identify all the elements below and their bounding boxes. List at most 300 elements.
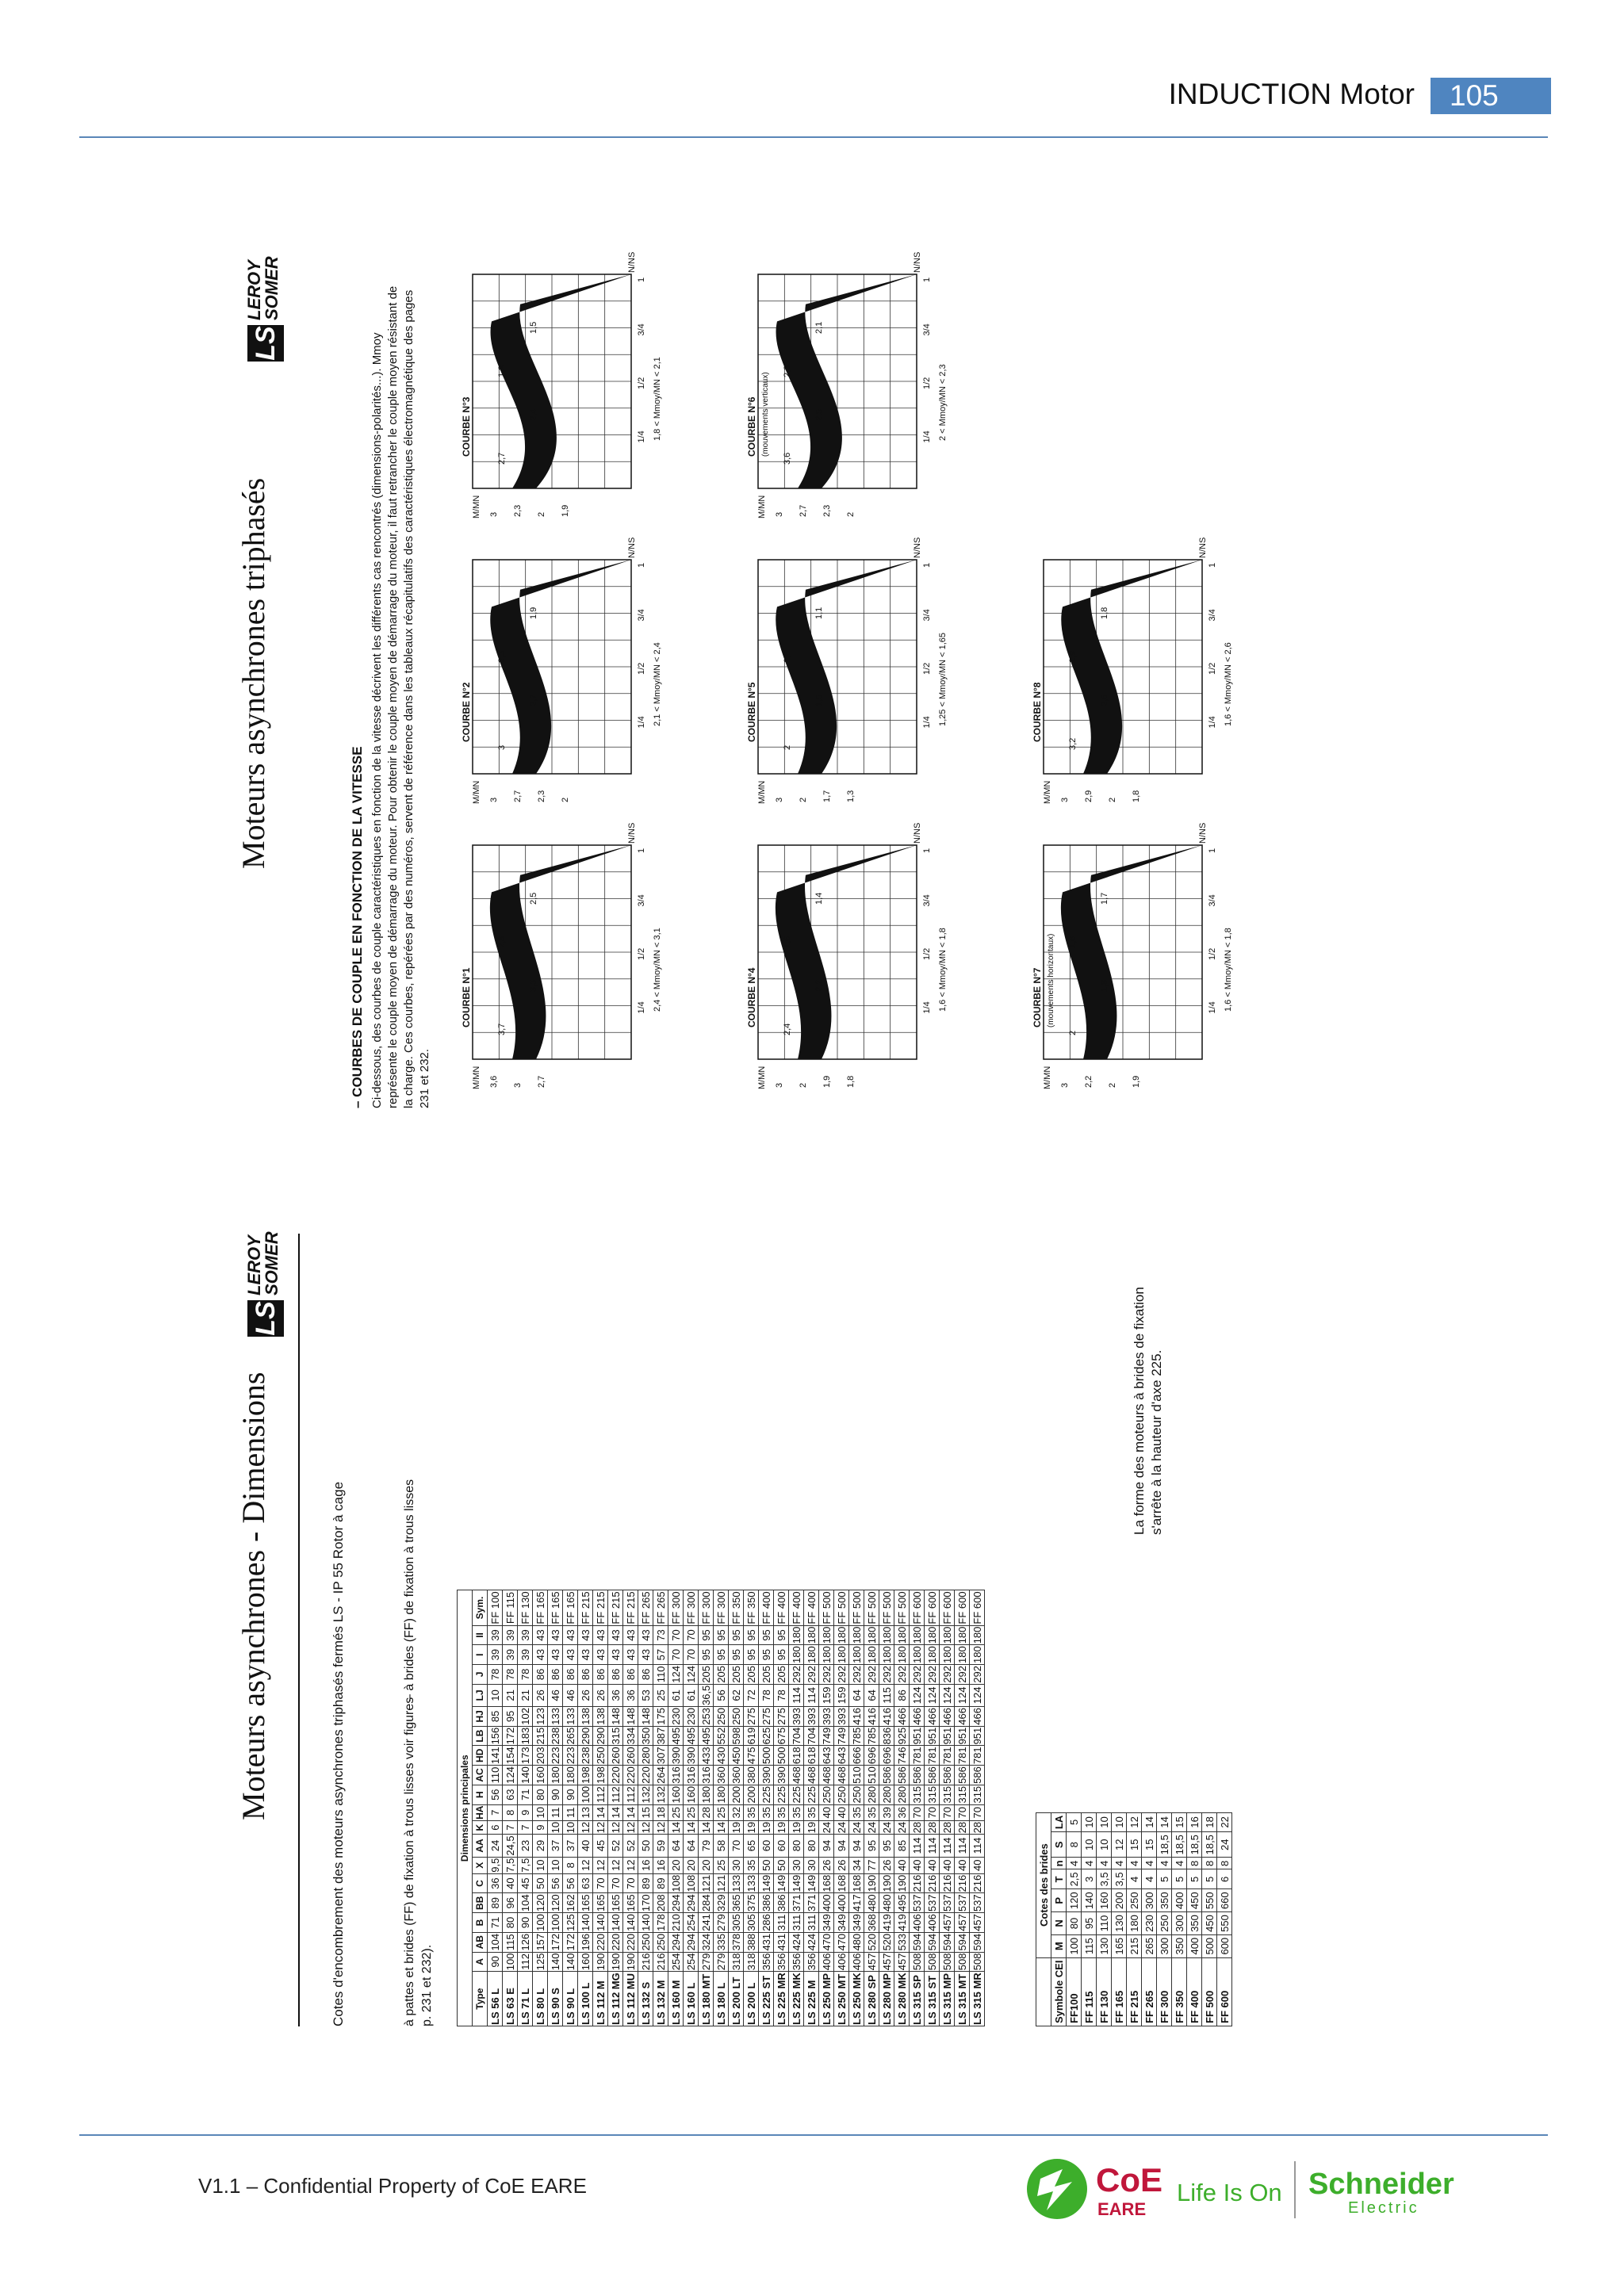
table-cell: 162: [564, 1894, 576, 1912]
table-cell: 205: [699, 1666, 712, 1683]
table-cell: LS 112 M: [593, 1972, 608, 2026]
table-cell: 112: [609, 1786, 622, 1804]
table-cell: 85: [488, 1707, 503, 1727]
table-cell: 356: [805, 1953, 818, 1971]
y-tick-label: 1,9: [561, 504, 570, 517]
table-cell: 149: [760, 1874, 772, 1892]
column-header: Type: [473, 1972, 488, 2026]
table-cell: 20: [668, 1857, 684, 1873]
table-cell: 40: [910, 1857, 925, 1873]
table-cell: 112: [594, 1786, 607, 1804]
table-cell: 12: [593, 1857, 608, 1873]
x-axis-label: N/NS: [913, 537, 922, 558]
table-cell: 495: [684, 1727, 697, 1745]
table-row: [864, 1590, 879, 2026]
life-is-on-text: Life Is On: [1177, 2179, 1282, 2206]
curve-value-label: 1,9: [529, 607, 538, 619]
table-cell: 253: [699, 1708, 712, 1725]
table-cell: 45: [593, 1835, 608, 1857]
table-cell: FF 500: [880, 1591, 893, 1624]
flange-header-row: [1051, 1812, 1067, 2026]
table-cell: 12: [654, 1821, 667, 1834]
leroy-somer-logo-2: [243, 258, 301, 362]
table-cell: 586: [925, 1766, 938, 1784]
table-cell: LS 71 L: [518, 1972, 533, 2026]
table-cell: 173: [519, 1747, 531, 1765]
table-cell: 141: [488, 1747, 501, 1765]
table-cell: 12: [578, 1857, 593, 1873]
table-cell: 586: [880, 1766, 893, 1784]
table-cell: 40: [819, 1804, 834, 1820]
table-row: [849, 1590, 864, 2026]
table-cell: 43: [563, 1625, 578, 1645]
table-cell: 43: [608, 1625, 623, 1645]
table-cell: 39: [518, 1625, 533, 1645]
table-cell: 160: [684, 1785, 697, 1804]
table-cell: 160: [534, 1766, 546, 1784]
y-tick-label: 1,9: [1132, 1075, 1141, 1088]
table-cell: 86: [533, 1665, 548, 1685]
table-cell: 95: [759, 1625, 774, 1645]
table-cell: 254: [684, 1953, 697, 1971]
table-cell: 356: [760, 1953, 772, 1971]
table-cell: 95: [503, 1707, 518, 1727]
y-axis-label: M/MN: [472, 495, 481, 519]
table-cell: 183: [519, 1727, 531, 1745]
table-cell: LS 280 MP: [879, 1972, 894, 2026]
curve-value-label: 2,35: [783, 360, 792, 377]
table-cell: 86: [894, 1684, 910, 1706]
table-cell: 180: [971, 1626, 983, 1644]
table-cell: 20: [684, 1857, 699, 1873]
table-cell: 15: [1127, 1832, 1142, 1858]
table-cell: 292: [790, 1666, 802, 1683]
table-cell: 35: [759, 1804, 774, 1820]
table-cell: 594: [910, 1933, 923, 1951]
table-cell: 457: [880, 1953, 893, 1971]
table-cell: 73: [653, 1625, 668, 1645]
table-cell: 165: [609, 1894, 622, 1912]
table-cell: 43: [563, 1645, 578, 1665]
table-cell: 133: [564, 1708, 576, 1725]
table-cell: 216: [925, 1874, 938, 1892]
schneider-logo-text: Schneider: [1308, 2168, 1454, 2201]
table-cell: 24: [488, 1835, 503, 1857]
table-cell: 220: [624, 1933, 637, 1951]
table-cell: 40: [894, 1857, 910, 1873]
table-cell: 21: [518, 1684, 533, 1706]
table-cell: 781: [971, 1747, 983, 1765]
table-row: [970, 1590, 985, 2026]
flange-table: [1036, 1812, 1232, 2026]
table-row: [684, 1590, 699, 2026]
table-cell: 746: [895, 1747, 908, 1765]
table-cell: 180: [865, 1626, 878, 1644]
table-cell: LS 315 SP: [910, 1972, 925, 2026]
table-cell: 466: [971, 1708, 983, 1725]
table-cell: LS 250 MP: [819, 1972, 834, 2026]
table-cell: 586: [956, 1766, 968, 1784]
column-header: J: [473, 1665, 488, 1685]
table-cell: 190: [865, 1874, 878, 1892]
table-cell: 225: [760, 1785, 772, 1804]
curve-value-label: 3: [497, 744, 507, 750]
table-cell: 124: [925, 1684, 940, 1706]
y-tick-label: 1,3: [846, 790, 856, 802]
table-cell: 95: [714, 1625, 729, 1645]
logo-divider: [1294, 2161, 1296, 2218]
table-cell: 390: [760, 1766, 772, 1784]
table-cell: 165: [1112, 1934, 1127, 1957]
table-cell: 70: [684, 1625, 699, 1645]
table-cell: 315: [940, 1785, 953, 1804]
table-cell: 36: [623, 1684, 638, 1706]
table-cell: 19: [760, 1821, 772, 1834]
curve-subtitle: (mouvements verticaux): [761, 372, 770, 457]
table-cell: 43: [638, 1645, 653, 1665]
table-cell: 466: [925, 1708, 938, 1725]
table-cell: 180: [835, 1626, 848, 1644]
table-cell: 80: [533, 1785, 548, 1804]
table-cell: 4: [1172, 1858, 1187, 1869]
table-cell: 350: [1172, 1934, 1187, 1957]
table-cell: 324: [699, 1933, 712, 1951]
table-cell: 190: [895, 1874, 908, 1892]
x-tick-label: 1/2: [922, 662, 932, 675]
table-cell: 205: [714, 1666, 727, 1683]
table-cell: 537: [940, 1894, 953, 1912]
left-title-rule: [298, 1234, 300, 2026]
x-tick-label: 1/4: [922, 1001, 932, 1014]
curve-value-label: 2,5: [529, 892, 538, 905]
table-cell: 254: [669, 1953, 682, 1971]
table-cell: 419: [895, 1914, 908, 1931]
table-cell: 12: [609, 1821, 622, 1834]
x-tick-label: 3/4: [637, 323, 646, 336]
table-cell: 468: [790, 1766, 802, 1784]
table-cell: 216: [940, 1874, 953, 1892]
table-cell: 4: [1142, 1869, 1157, 1889]
table-cell: 53: [638, 1684, 653, 1706]
table-cell: 7: [488, 1804, 503, 1820]
table-cell: 115: [504, 1934, 516, 1951]
table-cell: 70: [955, 1804, 970, 1820]
table-cell: 43: [593, 1625, 608, 1645]
table-cell: 205: [760, 1666, 772, 1683]
table-cell: 78: [518, 1665, 533, 1685]
table-cell: 168: [835, 1874, 848, 1892]
table-cell: 24: [1217, 1832, 1232, 1858]
table-cell: 95: [729, 1625, 744, 1645]
x-tick-label: 3/4: [922, 609, 932, 622]
table-cell: 59: [653, 1835, 668, 1857]
table-cell: 86: [578, 1665, 593, 1685]
curve-value-label: 2,4: [529, 408, 538, 421]
table-cell: 22: [1217, 1812, 1232, 1831]
table-cell: 180: [925, 1646, 938, 1663]
schneider-logo-sub: Electric: [1348, 2199, 1419, 2217]
table-cell: 149: [790, 1874, 802, 1892]
table-cell: 12: [579, 1821, 592, 1834]
table-cell: LS 200 LT: [729, 1972, 744, 2026]
table-cell: FF 350: [1172, 1957, 1187, 2026]
table-row: [759, 1590, 774, 2026]
table-cell: 56: [714, 1684, 729, 1706]
table-cell: 406: [850, 1953, 863, 1971]
table-cell: 431: [775, 1933, 787, 1951]
table-cell: 13: [578, 1804, 593, 1820]
y-tick-label: 3: [489, 511, 499, 517]
curve-value-label: 2,5: [814, 408, 824, 421]
table-cell: 16: [1187, 1812, 1202, 1831]
table-cell: 836: [880, 1727, 893, 1745]
table-cell: LS 315 MP: [940, 1972, 955, 2026]
table-cell: 25: [714, 1804, 729, 1820]
table-cell: 124: [910, 1684, 925, 1706]
x-tick-label: 3/4: [922, 894, 932, 907]
table-cell: 39: [518, 1645, 533, 1665]
table-cell: 180: [805, 1646, 818, 1663]
table-cell: 20: [699, 1857, 714, 1873]
table-cell: 165: [579, 1894, 592, 1912]
table-cell: 89: [488, 1893, 503, 1913]
table-cell: 781: [956, 1747, 968, 1765]
curve-value-label: 3,3: [529, 979, 538, 992]
table-cell: 390: [775, 1766, 787, 1784]
table-cell: 349: [850, 1914, 863, 1931]
column-header: B: [473, 1913, 488, 1933]
table-cell: FF 400: [790, 1591, 802, 1624]
table-cell: 552: [714, 1727, 727, 1745]
table-cell: 114: [789, 1684, 804, 1706]
table-cell: 148: [609, 1708, 622, 1725]
table-cell: 216: [956, 1874, 968, 1892]
table-cell: FF 500: [895, 1591, 908, 1624]
table-cell: 149: [805, 1874, 818, 1892]
table-cell: 46: [548, 1684, 563, 1706]
table-cell: 431: [760, 1933, 772, 1951]
table-cell: 393: [820, 1708, 833, 1725]
curve-title: COURBE N°3: [461, 396, 472, 457]
table-cell: 18,5: [1187, 1832, 1202, 1858]
table-row: [714, 1590, 729, 2026]
table-cell: 260: [624, 1747, 637, 1765]
table-cell: 264: [654, 1766, 667, 1784]
table-cell: 951: [925, 1727, 938, 1745]
table-cell: 26: [533, 1684, 548, 1706]
table-cell: 32: [729, 1804, 744, 1820]
table-cell: 25: [668, 1804, 684, 1820]
table-cell: 457: [940, 1914, 953, 1931]
table-cell: 160: [669, 1785, 682, 1804]
table-cell: 24: [895, 1821, 908, 1834]
table-cell: 360: [730, 1766, 742, 1784]
table-cell: 508: [956, 1953, 968, 1971]
table-cell: 165: [594, 1894, 607, 1912]
table-cell: 90: [488, 1952, 503, 1972]
curve-condition: 1,8 < Mmoy/MN < 2,1: [653, 357, 662, 441]
table-row: [623, 1590, 638, 2026]
table-row: [1127, 1812, 1142, 2026]
curve-value-label: 2,7: [529, 694, 538, 706]
table-cell: 24: [850, 1821, 863, 1834]
table-cell: 586: [940, 1766, 953, 1784]
table-cell: 8: [563, 1857, 578, 1873]
table-cell: 94: [834, 1835, 849, 1857]
table-cell: 8: [1202, 1858, 1217, 1869]
column-header: LA: [1051, 1812, 1067, 1831]
table-cell: 11: [548, 1804, 563, 1820]
table-cell: LS 200 L: [744, 1972, 759, 2026]
column-header: AC: [473, 1766, 488, 1785]
table-cell: 198: [594, 1766, 607, 1784]
table-cell: 80: [789, 1835, 804, 1857]
table-cell: 254: [684, 1914, 697, 1931]
table-cell: 90: [563, 1785, 578, 1804]
table-cell: 6: [1217, 1869, 1232, 1889]
table-cell: 250: [639, 1933, 652, 1951]
column-header: C: [473, 1873, 488, 1893]
table-cell: 380: [745, 1766, 757, 1784]
table-cell: FF 215: [609, 1591, 622, 1624]
table-cell: 180: [956, 1646, 968, 1663]
table-cell: 520: [880, 1933, 893, 1951]
table-cell: 508: [971, 1953, 983, 1971]
table-cell: 951: [956, 1727, 968, 1745]
table-cell: 292: [805, 1666, 818, 1683]
footer-confidential: V1.1 – Confidential Property of CoE EARE: [198, 2174, 587, 2198]
table-cell: 46: [563, 1684, 578, 1706]
table-cell: 19: [745, 1821, 757, 1834]
footer-divider: [79, 2134, 1548, 2136]
column-header: I: [473, 1645, 488, 1665]
table-cell: LS 80 L: [533, 1972, 548, 2026]
flange-note: La forme des moteurs à brides de fixation s'arrête à la hauteur d'axe 225.: [1132, 1287, 1164, 1535]
table-cell: 205: [730, 1666, 742, 1683]
column-header: AA: [473, 1835, 488, 1857]
table-row: [910, 1590, 925, 2026]
table-cell: 130: [1112, 1912, 1127, 1935]
table-cell: FF 300: [684, 1591, 697, 1624]
table-cell: 10: [1082, 1832, 1097, 1858]
table-cell: 35: [804, 1804, 819, 1820]
table-row: [834, 1590, 849, 2026]
table-cell: 90: [548, 1785, 563, 1804]
table-cell: 216: [654, 1953, 667, 1971]
table-cell: 70: [729, 1835, 744, 1857]
x-tick-label: 1: [922, 562, 932, 568]
table-cell: 190: [609, 1953, 622, 1971]
table-cell: 70: [684, 1645, 699, 1665]
table-cell: 170: [639, 1894, 652, 1912]
table-cell: FF 500: [850, 1591, 863, 1624]
table-cell: 495: [699, 1727, 712, 1745]
table-row: [1082, 1812, 1097, 2026]
table-cell: 208: [654, 1894, 667, 1912]
table-cell: 138: [594, 1708, 607, 1725]
y-tick-label: 3,6: [489, 1075, 499, 1088]
table-cell: 335: [714, 1933, 727, 1951]
table-cell: 311: [775, 1914, 787, 1931]
courbes-heading: – COURBES DE COUPLE EN FONCTION DE LA VITESSE: [350, 746, 365, 1108]
table-cell: LS 280 MK: [895, 1973, 908, 2025]
table-row: [518, 1590, 533, 2026]
table-cell: 95: [729, 1645, 744, 1665]
table-cell: 696: [880, 1747, 893, 1765]
table-cell: 500: [775, 1747, 787, 1765]
table-cell: 175: [654, 1708, 667, 1725]
curve-condition: 2,4 < Mmoy/MN < 3,1: [653, 928, 662, 1012]
table-cell: 64: [864, 1684, 879, 1706]
table-cell: LS 315 MT: [955, 1972, 970, 2026]
table-cell: 30: [729, 1857, 744, 1873]
y-tick-label: 3: [775, 511, 784, 517]
scanned-page-content: [219, 251, 1235, 2074]
table-cell: 265: [564, 1727, 576, 1745]
y-axis-label: M/MN: [1043, 780, 1052, 804]
curve-condition: 1,6 < Mmoy/MN < 1,8: [1224, 928, 1233, 1012]
table-row: [593, 1590, 608, 2026]
table-cell: 14: [1142, 1812, 1157, 1831]
table-cell: 305: [745, 1914, 757, 1931]
table-cell: 4: [1112, 1858, 1127, 1869]
table-cell: 216: [910, 1874, 923, 1892]
table-cell: 220: [609, 1933, 622, 1951]
table-cell: 180: [956, 1626, 968, 1644]
table-cell: 30: [804, 1857, 819, 1873]
x-tick-label: 1/2: [1208, 662, 1217, 675]
table-cell: 10: [564, 1821, 576, 1834]
table-cell: 466: [956, 1708, 968, 1725]
table-cell: 124: [684, 1666, 697, 1683]
table-cell: 94: [849, 1835, 864, 1857]
table-cell: 550: [1202, 1889, 1217, 1912]
table-cell: 196: [579, 1933, 592, 1951]
table-cell: 9: [518, 1804, 533, 1820]
table-cell: 371: [805, 1894, 818, 1912]
y-tick-label: 2: [1108, 797, 1117, 802]
table-cell: 533: [895, 1933, 908, 1951]
table-cell: FF 350: [745, 1591, 757, 1624]
curve-title: COURBE N°5: [746, 682, 757, 742]
table-cell: 292: [880, 1666, 893, 1683]
curve-title: COURBE N°1: [461, 967, 472, 1027]
table-cell: 40: [955, 1857, 970, 1873]
table-cell: 156: [488, 1727, 501, 1745]
y-tick-label: 2: [537, 511, 546, 517]
table-cell: 78: [759, 1684, 774, 1706]
table-cell: 37: [563, 1835, 578, 1857]
table-cell: 480: [865, 1894, 878, 1912]
table-cell: 16: [653, 1857, 668, 1873]
column-header: Sym.: [473, 1590, 488, 1625]
table-cell: 393: [835, 1708, 848, 1725]
table-cell: 180: [895, 1626, 908, 1644]
table-cell: 124: [669, 1666, 682, 1683]
table-cell: 475: [745, 1747, 757, 1765]
table-cell: 40: [503, 1873, 518, 1893]
table-cell: 433: [699, 1747, 712, 1765]
table-cell: 356: [775, 1953, 787, 1971]
table-cell: FF 600: [925, 1591, 938, 1624]
table-cell: 24: [835, 1821, 848, 1834]
y-tick-label: 2,9: [1084, 790, 1094, 802]
table-cell: 594: [925, 1933, 938, 1951]
table-cell: 190: [880, 1874, 893, 1892]
table-row: [668, 1590, 684, 2026]
column-header: II: [473, 1625, 488, 1645]
curve-value-label: 1,9: [1068, 650, 1078, 663]
